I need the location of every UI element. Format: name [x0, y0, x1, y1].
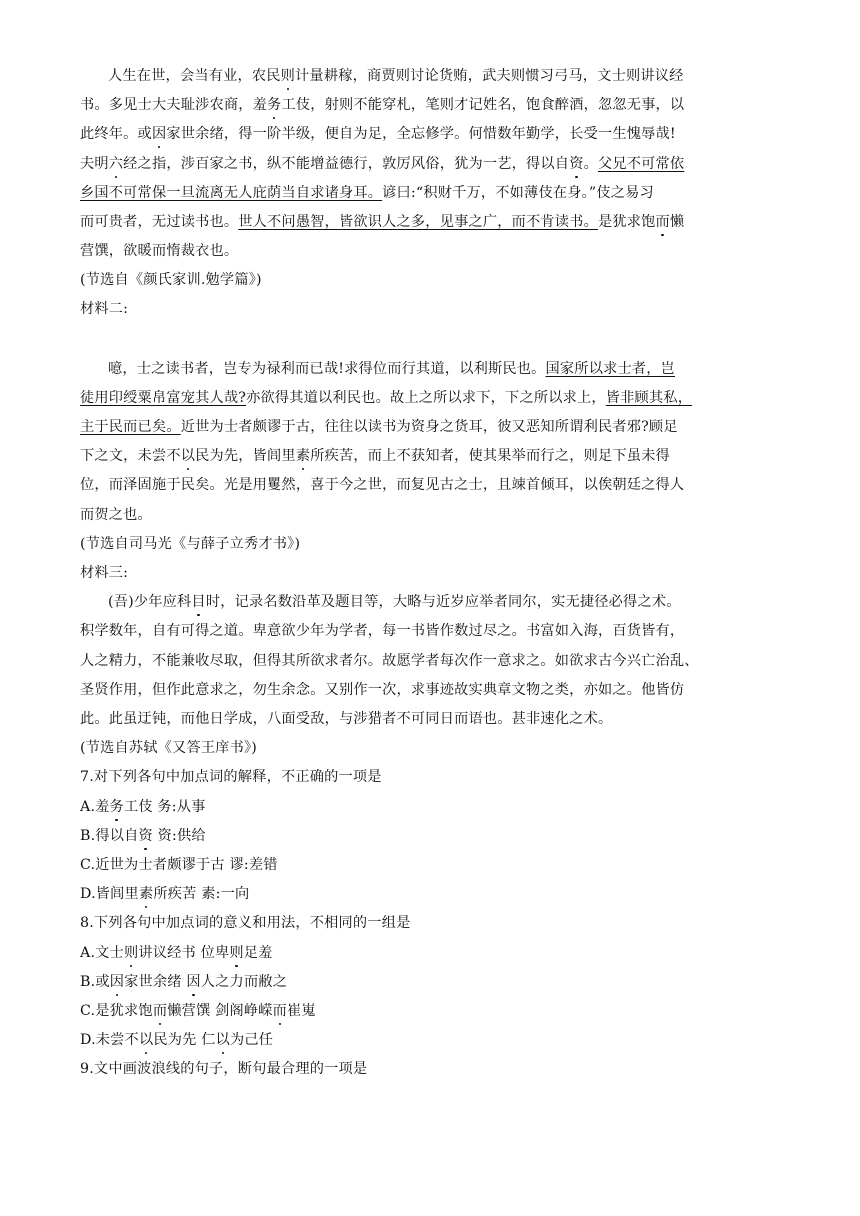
m2-line-3-text: 近世为士者颇谬于古，往往以读书为资身之货耳，彼又恶知所谓利民者邪?顾足 — [180, 419, 678, 435]
emphasis-dot-char: 素 — [295, 448, 311, 464]
q7-stem: 7.对下列各句中加点词的解释，不正确的一项是 — [80, 769, 382, 785]
m1-line-6-text: 而可贵者，无过读书也。 — [80, 214, 239, 230]
m3-line-2: 积学数年，自有可得之道。卑意欲少年为学者，每一书皆作数过尽之。书富如入海，百货皆有， — [80, 623, 685, 639]
emphasis-dot-char: 以 — [215, 1032, 230, 1048]
emphasis-dot-char: 而 — [655, 214, 670, 230]
m1-line-4-text: 夫明六经之指，涉百家之书，纵不能增益德行，敦厉风俗，犹为一艺，得以自资。 — [80, 156, 598, 172]
q7-option-d: D.皆闾里素所疾苦 素:一向 — [80, 886, 250, 902]
q8-option-c: C.是犹求饱而懒营馔 剑阁峥嵘而崔嵬 — [80, 1003, 316, 1019]
m1-line-5 — [80, 183, 654, 203]
m2-line-1-text: 噫，士之读书者，岂专为禄利而已哉!求得位而行其道，以利斯民也。 — [108, 361, 546, 377]
emphasis-dot-char: 以 — [138, 1032, 154, 1048]
m2-line-4: 下之文，未尝不以民为先，皆闾里素所疾苦，而上不获知者，使其果举而行之，则足下虽未得 — [80, 448, 670, 464]
m1-line-6-tail: 是犹求饱而懒 — [597, 214, 685, 230]
q8-stem: 8.下列各句中加点词的意义和用法，不相同的一组是 — [80, 915, 411, 931]
m2-source: (节选自司马光《与薛子立秀才书》) — [80, 536, 301, 552]
m2-line-2-text: 亦欲得其道以利民也。故上之所以求下，下之所以求上， — [246, 390, 606, 406]
m2-heading: 材料二: — [80, 301, 129, 317]
m2-underlined-sentence-1a: 国家所以求士者，岂 — [545, 361, 676, 377]
m2-underlined-sentence-1b: 徒用印绶粟帛富宠其人哉? — [80, 390, 247, 406]
m3-line-1: (吾)少年应科目时，记录名数沿革及题目等，大略与近岁应举者同尔，实无捷径必得之术。 — [108, 594, 681, 610]
emphasis-dot-char: 目 — [191, 594, 206, 610]
q8-option-a: A.文士则讲议经书 位卑则足羞 — [80, 945, 273, 961]
m1-line-4 — [80, 154, 684, 174]
m2-line-1 — [108, 359, 675, 379]
m3-line-4: 圣贤作用，但作此意求之，勿生余念。又别作一次，求事迹故实典章文物之类，亦如之。他皆仿 — [80, 682, 685, 698]
q8-option-b: B.或因家世余绪 因人之力而敝之 — [80, 974, 288, 990]
emphasis-dot-char: 因 — [109, 974, 125, 990]
emphasis-dot-char: 以 — [180, 448, 196, 464]
m1-line-7: 营馔，欲暖而惰裁衣也。 — [80, 243, 239, 259]
emphasis-dot-char: 素 — [138, 886, 154, 902]
emphasis-dot-char: 则 — [280, 68, 296, 84]
m3-line-3: 人之精力，不能兼收尽取，但得其所欲求者尔。故愿学者每次作一意求之。如欲求古今兴亡治乱、 — [80, 653, 699, 669]
m1-source: (节选自《颜氏家训.勉学篇》) — [80, 272, 262, 288]
emphasis-dot-char: 因 — [151, 126, 167, 142]
m2-underlined-sentence-2b: 主于民而已矣。 — [80, 419, 181, 435]
q9-stem: 9.文中画波浪线的句子，断句最合理的一项是 — [80, 1061, 368, 1077]
m1-underlined-sentence-2: 世人不问愚智，皆欲识人之多，见事之广，而不肯读书。 — [238, 214, 598, 230]
emphasis-dot-char: 则 — [123, 945, 139, 961]
emphasis-dot-char: 务 — [267, 97, 282, 113]
q7-option-b: B.得以自资 资:供给 — [80, 828, 206, 844]
m2-underlined-sentence-2a: 皆非顾其私， — [605, 390, 693, 406]
emphasis-dot-char: 资 — [569, 156, 584, 172]
emphasis-dot-char: 因 — [186, 974, 201, 990]
emphasis-dot-char: 则 — [229, 945, 244, 961]
m3-heading: 材料三: — [80, 565, 129, 581]
m3-source: (节选自苏轼《又答王庠书》) — [80, 740, 258, 756]
m2-line-3 — [80, 417, 678, 437]
m1-line-6 — [80, 212, 684, 232]
q7-option-c: C.近世为士者颇谬于古 谬:差错 — [80, 857, 278, 873]
m1-underlined-sentence-1a: 父兄不可常依 — [597, 156, 685, 172]
q7-option-a: A.羞务工伎 务:从事 — [80, 799, 206, 815]
m3-line-5: 此。此虽迂钝，而他日学成，八面受敌，与涉猎者不可同日而语也。甚非速化之术。 — [80, 711, 613, 727]
emphasis-dot-char: 六 — [108, 156, 124, 172]
m2-line-5: 位，而泽固施于民矣。光是用矍然，喜于今之世，而复见古之士，且竦首倾耳，以俟朝廷之得人 — [80, 477, 685, 493]
m1-line-1: 人生在世，会当有业，农民则计量耕稼，商贾则讨论货贿，武夫则惯习弓马，文士则讲议经 — [108, 68, 684, 84]
m1-line-3: 此终年。或因家世余绪，得一阶半级，便自为足，全忘修学。何惜数年勤学，长受一生愧辱哉! — [80, 126, 676, 142]
m2-line-6: 而贺之也。 — [80, 507, 152, 523]
m1-line-5-text: 谚曰:“积财千万，不如薄伎在身。”伎之易习 — [382, 185, 654, 201]
m1-underlined-sentence-1b: 乡国不可常保一旦流离无人庇荫当自求诸身耳。 — [80, 185, 383, 201]
q8-option-d: D.未尝不以民为先 仁以为己任 — [80, 1032, 274, 1048]
emphasis-dot-char: 而 — [272, 1003, 288, 1019]
emphasis-dot-char: 而 — [152, 1003, 168, 1019]
emphasis-dot-char: 资 — [138, 828, 153, 844]
m1-line-2: 书。多见士大夫耻涉农商，羞务工伎，射则不能穿札，笔则才记姓名，饱食醉酒，忽忽无事，以 — [80, 97, 685, 113]
emphasis-dot-char: 务 — [109, 799, 124, 815]
m2-line-2 — [80, 388, 692, 408]
